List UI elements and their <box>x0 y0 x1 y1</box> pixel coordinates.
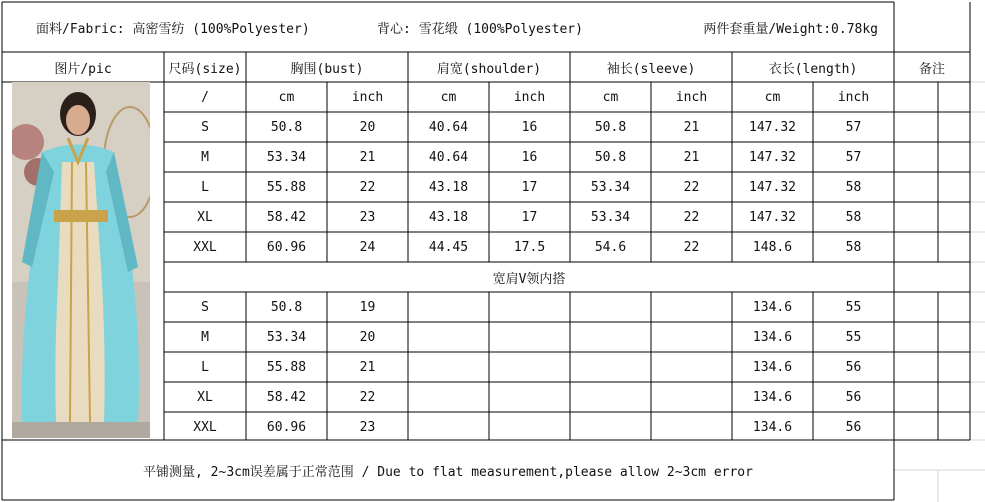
set1-cell: 16 <box>521 149 538 165</box>
set2-cell <box>651 322 732 352</box>
set1-cell: 55.88 <box>266 179 307 195</box>
units-cell: inch <box>351 89 384 105</box>
set2-cell <box>408 382 489 412</box>
set1-cell: 16 <box>521 119 538 135</box>
set2-cell <box>408 352 489 382</box>
set2-cell <box>570 352 651 382</box>
set2-cell <box>408 412 489 442</box>
dress-illustration <box>12 82 150 438</box>
set2-cell <box>570 412 651 442</box>
set2-cell: M <box>201 329 209 345</box>
set1-cell: S <box>201 119 209 135</box>
set2-cell <box>570 382 651 412</box>
header-size: 尺码(size) <box>168 61 242 77</box>
header-length: 衣长(length) <box>768 61 858 77</box>
set2-cell: 55.88 <box>266 359 307 375</box>
set1-cell: 57 <box>845 149 862 165</box>
set1-cell: 22 <box>683 239 700 255</box>
set2-cell: 134.6 <box>752 329 793 345</box>
set2-cell: 134.6 <box>752 359 793 375</box>
units-cell: / <box>201 89 209 105</box>
header-bust: 胸围(bust) <box>290 61 364 77</box>
set1-cell: 17.5 <box>513 239 546 255</box>
set2-cell: 50.8 <box>270 299 303 315</box>
set1-cell: 21 <box>683 149 700 165</box>
set1-cell: 58 <box>845 179 862 195</box>
set2-cell: 19 <box>359 299 376 315</box>
set1-cell: 54.6 <box>594 239 627 255</box>
set2-cell: 20 <box>359 329 376 345</box>
header-pic: 图片/pic <box>54 61 112 77</box>
set1-cell: L <box>201 179 209 195</box>
set1-cell: 21 <box>359 149 376 165</box>
set2-cell: 134.6 <box>752 419 793 435</box>
product-photo <box>12 82 150 438</box>
subheading: 宽肩V领内搭 <box>492 271 566 287</box>
set2-cell: 56 <box>845 419 862 435</box>
units-cell: inch <box>675 89 708 105</box>
set1-cell: 22 <box>359 179 376 195</box>
set1-cell: 50.8 <box>594 149 627 165</box>
set1-cell: XXL <box>193 239 217 255</box>
set1-cell: 147.32 <box>749 179 796 195</box>
set1-cell: 22 <box>683 179 700 195</box>
set1-cell: XL <box>197 209 213 225</box>
set1-cell: 53.34 <box>590 179 631 195</box>
set2-cell <box>651 412 732 442</box>
set1-cell: 53.34 <box>266 149 307 165</box>
header-remark: 备注 <box>918 61 945 77</box>
set1-cell: 58.42 <box>266 209 307 225</box>
set2-cell: 21 <box>359 359 376 375</box>
set1-cell: 44.45 <box>428 239 469 255</box>
set1-cell: 147.32 <box>749 149 796 165</box>
set2-cell: 134.6 <box>752 299 793 315</box>
set1-cell: 50.8 <box>594 119 627 135</box>
set1-cell: 22 <box>683 209 700 225</box>
set2-cell <box>408 292 489 322</box>
set1-cell: 53.34 <box>590 209 631 225</box>
set2-cell: S <box>201 299 209 315</box>
set2-cell: 56 <box>845 389 862 405</box>
lining-info: 背心: 雪花缎 (100%Polyester) <box>377 21 583 37</box>
set1-cell: 21 <box>683 119 700 135</box>
set1-cell: 50.8 <box>270 119 303 135</box>
set1-cell: 43.18 <box>428 179 469 195</box>
set1-cell: 40.64 <box>428 149 469 165</box>
set1-cell: 60.96 <box>266 239 307 255</box>
set1-cell: 58 <box>845 239 862 255</box>
fabric-info: 面料/Fabric: 高密雪纺 (100%Polyester) <box>36 21 310 37</box>
set2-cell: 55 <box>845 299 862 315</box>
set1-cell: 17 <box>521 179 538 195</box>
set2-cell <box>651 292 732 322</box>
set2-cell <box>489 382 570 412</box>
set2-cell: 53.34 <box>266 329 307 345</box>
set1-cell: 147.32 <box>749 119 796 135</box>
set2-cell <box>651 352 732 382</box>
set2-cell <box>489 412 570 442</box>
set2-cell: 55 <box>845 329 862 345</box>
set2-cell <box>408 322 489 352</box>
set1-cell: 40.64 <box>428 119 469 135</box>
set1-cell: 23 <box>359 209 376 225</box>
set1-cell: 57 <box>845 119 862 135</box>
set1-cell: 147.32 <box>749 209 796 225</box>
set2-cell: 23 <box>359 419 376 435</box>
set1-cell: 58 <box>845 209 862 225</box>
set2-cell: XXL <box>193 419 217 435</box>
set2-cell <box>651 382 732 412</box>
set2-cell: 60.96 <box>266 419 307 435</box>
set2-cell <box>489 292 570 322</box>
set2-cell: L <box>201 359 209 375</box>
set1-cell: M <box>201 149 209 165</box>
set2-cell: 134.6 <box>752 389 793 405</box>
set2-cell <box>570 322 651 352</box>
weight-info: 两件套重量/Weight:0.78kg <box>703 21 878 37</box>
set2-cell: 56 <box>845 359 862 375</box>
units-cell: cm <box>278 89 295 105</box>
units-cell: inch <box>513 89 546 105</box>
set2-cell <box>570 292 651 322</box>
set2-cell <box>489 322 570 352</box>
set1-cell: 43.18 <box>428 209 469 225</box>
units-cell: cm <box>602 89 619 105</box>
set1-cell: 148.6 <box>752 239 793 255</box>
header-shoulder: 肩宽(shoulder) <box>436 61 542 77</box>
set1-cell: 20 <box>359 119 376 135</box>
set2-cell: XL <box>197 389 213 405</box>
set2-cell: 22 <box>359 389 376 405</box>
set1-cell: 17 <box>521 209 538 225</box>
set1-cell: 24 <box>359 239 376 255</box>
units-cell: inch <box>837 89 870 105</box>
set2-cell: 58.42 <box>266 389 307 405</box>
header-sleeve: 袖长(sleeve) <box>606 61 696 77</box>
units-cell: cm <box>440 89 457 105</box>
units-cell: cm <box>764 89 781 105</box>
footer-note: 平铺测量, 2~3cm误差属于正常范围 / Due to flat measurement,please allow 2~3cm error <box>143 464 753 480</box>
set2-cell <box>489 352 570 382</box>
